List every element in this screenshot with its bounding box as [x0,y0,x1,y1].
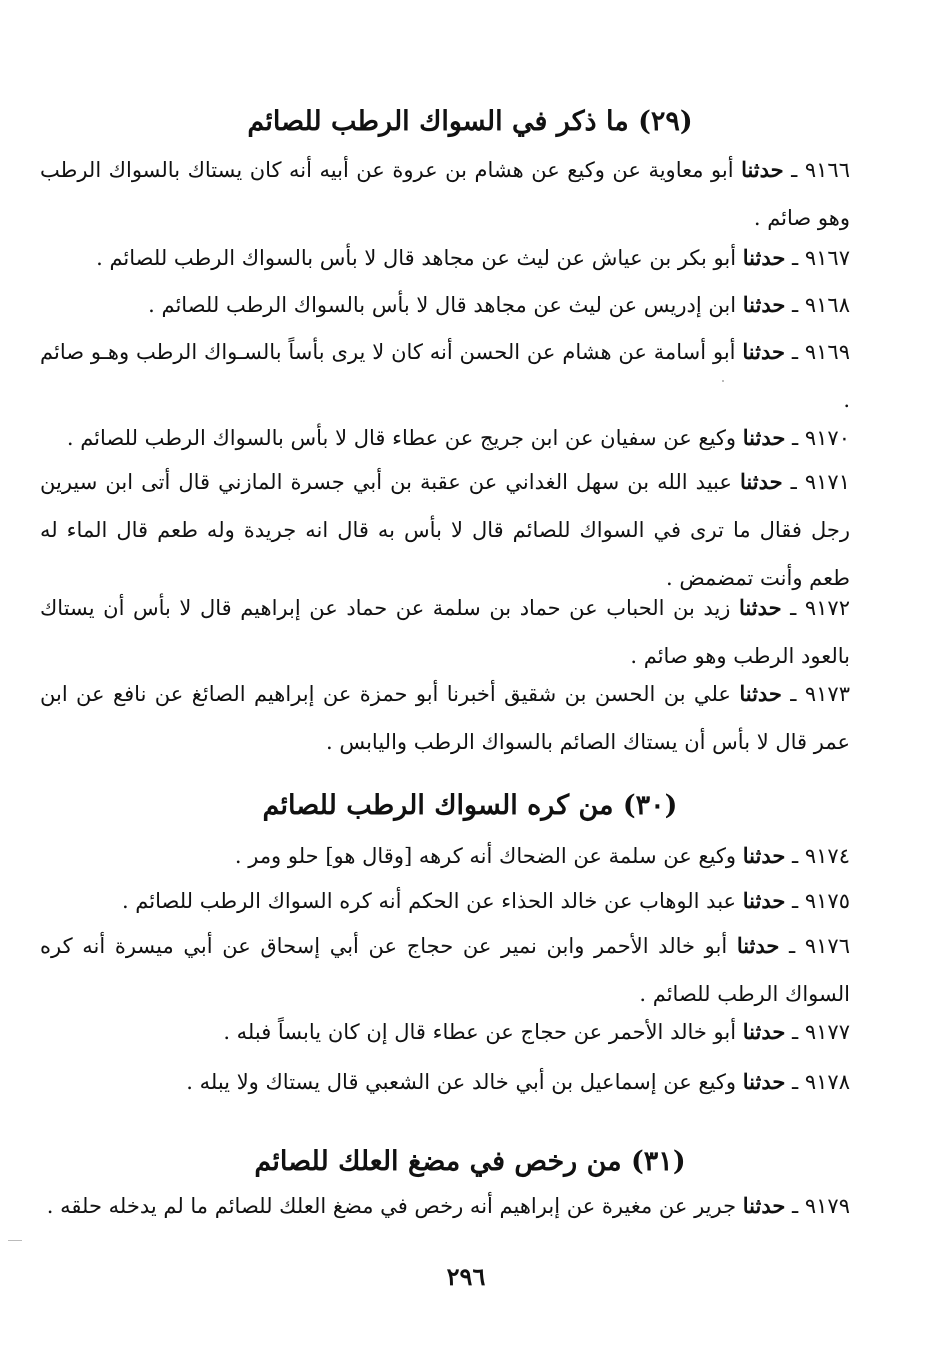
hadith-number: ٩١٧٣ [804,682,850,706]
hadith-entry: ٩١٧٤ ـ حدثنا وكيع عن سلمة عن الضحاك أنه كرهه [وقال هو] حلو ومر . [234,843,850,868]
hadith-lead: حدثنا [742,339,785,364]
hadith-entry: ٩١٧٩ ـ حدثنا جرير عن مغيرة عن إبراهيم أنه رخص في مضغ العلك للصائم ما لم يدخله حلقه . [46,1193,850,1218]
hadith-lead: حدثنا [742,292,786,317]
hadith-text: عبيد الله بن سهل الغداني عن عقبة بن أبي جسرة المازني قال أتى ابن سيرين رجل فقال ما ترى في السواك للصائم قال لا بأس به قال انه جريدة وله طعم قال الماء له طعم وأنت تمضمض . [40,470,850,590]
hadith-number: ٩١٦٨ [804,293,850,317]
hadith-lead: حدثنا [742,1019,786,1044]
hadith-number: ٩١٧٨ [804,1070,850,1094]
hadith-text: ابن إدريس عن ليث عن مجاهد قال لا بأس بالسواك الرطب للصائم . [148,293,737,317]
hadith-text: وكيع عن إسماعيل بن أبي خالد عن الشعبي قال يستاك ولا يبله . [186,1070,737,1094]
hadith-lead: حدثنا [741,157,784,182]
hadith-number: ٩١٧١ [804,470,850,494]
hadith-text: عبد الوهاب عن خالد الحذاء عن الحكم أنه كره السواك الرطب للصائم . [121,889,737,913]
hadith-entry: ٩١٦٧ ـ حدثنا أبو بكر بن عياش عن ليث عن مجاهد قال لا بأس بالسواك الرطب للصائم . [96,245,850,270]
section-heading: (٣١) من رخص في مضغ العلك للصائم [254,1146,686,1177]
hadith-number: ٩١٧٤ [804,844,850,868]
scan-speck [8,1240,22,1241]
hadith-lead: حدثنا [739,469,783,494]
hadith-lead: حدثنا [742,1069,786,1094]
hadith-lead: حدثنا [739,681,782,706]
hadith-text: وكيع عن سفيان عن ابن جريج عن عطاء قال لا بأس بالسواك الرطب للصائم . [66,426,737,450]
hadith-number: ٩١٧٧ [804,1020,850,1044]
hadith-entry: ٩١٧٦ ـ حدثنا أبو خالد الأحمر وابن نمير عن حجاج عن أبي إسحاق عن أبي ميسرة أنه كره السواك الرطب للصائم . [40,933,850,1006]
hadith-text: زيد بن الحباب عن حماد بن سلمة عن حماد عن إبراهيم قال لا بأس أن يستاك بالعود الرطب وهو صائم . [40,596,850,668]
hadith-entry: ٩١٧٨ ـ حدثنا وكيع عن إسماعيل بن أبي خالد عن الشعبي قال يستاك ولا يبله . [186,1069,850,1094]
hadith-text: جرير عن مغيرة عن إبراهيم أنه رخص في مضغ العلك للصائم ما لم يدخله حلقه . [46,1194,737,1218]
hadith-lead: حدثنا [742,843,786,868]
hadith-entry: ٩١٧١ ـ حدثنا عبيد الله بن سهل الغداني عن عقبة بن أبي جسرة المازني قال أتى ابن سيرين رجل فقال ما ترى في السواك للصائم قال لا بأس به قال انه جريدة وله طعم قال الماء له طعم وأنت تمضمض . [40,469,850,590]
hadith-text: علي بن الحسن بن شقيق أخبرنا أبو حمزة عن إبراهيم الصائغ عن نافع عن ابن عمر قال لا بأس أن يستاك الصائم بالسواك الرطب واليابس . [40,682,850,754]
hadith-entry: ٩١٧٣ ـ حدثنا علي بن الحسن بن شقيق أخبرنا أبو حمزة عن إبراهيم الصائغ عن نافع عن ابن عمر قال لا بأس أن يستاك الصائم بالسواك الرطب واليابس . [40,681,850,754]
hadith-text: وكيع عن سلمة عن الضحاك أنه كرهه [وقال هو] حلو ومر . [234,844,737,868]
hadith-number: ٩١٧٦ [804,934,850,958]
hadith-lead: حدثنا [742,888,786,913]
hadith-entry: ٩١٧٢ ـ حدثنا زيد بن الحباب عن حماد بن سلمة عن حماد عن إبراهيم قال لا بأس أن يستاك بالعود الرطب وهو صائم . [40,595,850,668]
hadith-lead: حدثنا [742,425,786,450]
hadith-text: أبو بكر بن عياش عن ليث عن مجاهد قال لا بأس بالسواك الرطب للصائم . [96,246,737,270]
hadith-entry: ٩١٦٩ ـ حدثنا أبو أسامة عن هشام عن الحسن أنه كان لا يرى بأساً بالسـواك الرطب وهـو صائم . [40,339,850,412]
hadith-text: أبو أسامة عن هشام عن الحسن أنه كان لا يرى بأساً بالسـواك الرطب وهـو صائم . [40,340,850,412]
hadith-lead: حدثنا [742,245,786,270]
hadith-number: ٩١٧٥ [804,889,850,913]
hadith-entry: ٩١٧٠ ـ حدثنا وكيع عن سفيان عن ابن جريج عن عطاء قال لا بأس بالسواك الرطب للصائم . [66,425,850,450]
hadith-number: ٩١٧٠ [804,426,850,450]
hadith-entry: ٩١٧٧ ـ حدثنا أبو خالد الأحمر عن حجاج عن عطاء قال إن كان يابساً فبله . [223,1019,850,1044]
scan-speck [722,380,724,382]
page-number: ٢٩٦ [446,1262,486,1291]
hadith-number: ٩١٦٧ [804,246,850,270]
section-heading: (٢٩) ما ذكر في السواك الرطب للصائم [247,106,693,137]
hadith-text: أبو خالد الأحمر عن حجاج عن عطاء قال إن كان يابساً فبله . [223,1020,737,1044]
hadith-lead: حدثنا [739,595,782,620]
hadith-entry: ٩١٦٦ ـ حدثنا أبو معاوية عن وكيع عن هشام بن عروة عن أبيه أنه كان يستاك بالسواك الرطب وهو صائم . [40,157,850,230]
hadith-entry: ٩١٧٥ ـ حدثنا عبد الوهاب عن خالد الحذاء عن الحكم أنه كره السواك الرطب للصائم . [121,888,850,913]
hadith-entry: ٩١٦٨ ـ حدثنا ابن إدريس عن ليث عن مجاهد قال لا بأس بالسواك الرطب للصائم . [148,292,850,317]
hadith-number: ٩١٧٩ [804,1194,850,1218]
hadith-number: ٩١٦٦ [804,158,850,182]
section-heading: (٣٠) من كره السواك الرطب للصائم [262,790,678,821]
hadith-lead: حدثنا [736,933,780,958]
hadith-text: أبو معاوية عن وكيع عن هشام بن عروة عن أبيه أنه كان يستاك بالسواك الرطب وهو صائم . [40,158,850,230]
hadith-text: أبو خالد الأحمر وابن نمير عن حجاج عن أبي إسحاق عن أبي ميسرة أنه كره السواك الرطب للصائم . [40,934,850,1006]
hadith-number: ٩١٧٢ [804,596,850,620]
hadith-number: ٩١٦٩ [804,340,850,364]
hadith-lead: حدثنا [742,1193,786,1218]
